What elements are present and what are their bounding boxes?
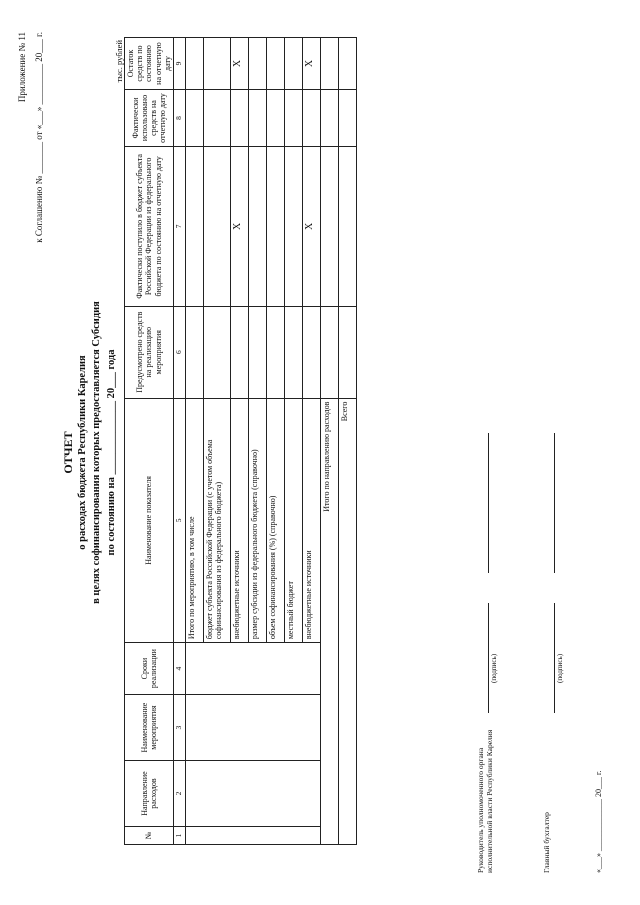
cell-value — [203, 306, 230, 398]
col-header-direction: Направление расходов — [125, 761, 174, 827]
column-number: 4 — [173, 643, 185, 695]
cell-direction — [185, 761, 320, 827]
name-line — [476, 433, 489, 573]
cell-value — [338, 90, 356, 147]
signature-caption: (подпись) — [490, 653, 498, 683]
head-signature-label: Руководитель уполномоченного органа исполнительной власти Республики Карелия — [476, 729, 495, 873]
accountant-signature — [542, 173, 586, 873]
column-number: 8 — [173, 90, 185, 147]
signature-block — [476, 173, 603, 873]
title-line-2: о расходах бюджета Республики Карелия — [77, 355, 89, 550]
indicator-local-budget: местный бюджет — [284, 398, 302, 643]
cell-value — [320, 38, 338, 90]
cell-value — [284, 90, 302, 147]
col-header-used: Фактически использовано средств на отчетную дату — [125, 90, 174, 147]
cell-value — [230, 90, 248, 147]
total-all-row — [338, 38, 356, 845]
cell-activity — [185, 695, 320, 761]
cell-value — [185, 306, 203, 398]
signature-line — [542, 603, 555, 713]
column-number: 2 — [173, 761, 185, 827]
column-numbers-row — [173, 38, 185, 845]
cell-terms — [185, 643, 320, 695]
cell-value — [266, 38, 284, 90]
cell-value — [185, 90, 203, 147]
cell-value — [284, 306, 302, 398]
col-header-planned: Предусмотрено средств на реализацию мероприятия — [125, 306, 174, 398]
indicator-federal-subsidy: размер субсидии из федерального бюджета (справочно) — [248, 398, 266, 643]
cell-value — [302, 306, 320, 398]
indicator-offbudget: внебюджетные источники — [230, 398, 248, 643]
report-table — [124, 37, 357, 845]
cell-number — [185, 827, 320, 845]
signature-caption: (подпись) — [556, 653, 564, 683]
cell-value — [320, 90, 338, 147]
cell-value — [284, 38, 302, 90]
accountant-signature-label: Главный бухгалтер — [542, 812, 551, 873]
appendix-number: Приложение № 11 — [17, 32, 27, 103]
report-title — [60, 0, 119, 905]
column-number: 5 — [173, 398, 185, 643]
column-number: 6 — [173, 306, 185, 398]
cell-value — [266, 147, 284, 307]
cell-value — [302, 90, 320, 147]
indicator-regional-budget: бюджет субъекта Российской Федерации (с учетом объема софинансирования из федерального бюджета) — [203, 398, 230, 643]
signature-line — [476, 603, 489, 713]
agreement-reference: к Соглашению № _______ от «___» _________ 20___ г. — [34, 32, 45, 243]
cell-value — [338, 147, 356, 307]
column-number: 9 — [173, 38, 185, 90]
cell-value — [338, 38, 356, 90]
cell-value — [284, 147, 302, 307]
total-direction-row — [320, 38, 338, 845]
header-row — [125, 38, 174, 845]
col-header-activity: Наименование мероприятия — [125, 695, 174, 761]
col-header-indicator: Наименование показателя — [125, 398, 174, 643]
column-number: 3 — [173, 695, 185, 761]
cell-value — [248, 90, 266, 147]
col-header-balance: Остаток средств по состоянию на отчетную дату — [125, 38, 174, 90]
cell-value — [338, 306, 356, 398]
report-date: «___» _____________ 20___ г. — [594, 770, 603, 873]
cell-value — [248, 147, 266, 307]
cell-value — [266, 306, 284, 398]
cell-value — [203, 90, 230, 147]
cross-mark: Х — [230, 38, 248, 90]
cell-value — [266, 90, 284, 147]
cell-value — [203, 38, 230, 90]
cell-value — [248, 38, 266, 90]
col-header-received: Фактически поступило в бюджет субъекта Российской Федерации из федерального бюджета по состоянию на отчетную дату — [125, 147, 174, 307]
col-header-terms: Сроки реализации — [125, 643, 174, 695]
title-line-3: в целях софинансирования которых предоставляется Субсидия — [91, 301, 103, 604]
cell-value — [185, 147, 203, 307]
cross-mark: Х — [302, 147, 320, 307]
cell-value — [248, 306, 266, 398]
column-number: 7 — [173, 147, 185, 307]
units-label: тыс. рублей — [114, 40, 124, 83]
total-direction-label: Итого по направлению расходов — [320, 398, 338, 844]
indicator-offbudget-2: внебюджетные источники — [302, 398, 320, 643]
cross-mark: Х — [230, 147, 248, 307]
indicator-total: Итого по мероприятию, в том числе — [185, 398, 203, 643]
column-number: 1 — [173, 827, 185, 845]
table-row — [185, 38, 203, 845]
cell-value — [185, 38, 203, 90]
cell-value — [230, 306, 248, 398]
indicator-cofinancing: объем софинансирования (%) (справочно) — [266, 398, 284, 643]
cell-value — [320, 306, 338, 398]
total-all-label: Всего — [338, 398, 356, 844]
head-signature — [476, 173, 520, 873]
name-line — [542, 433, 555, 573]
col-header-number: № — [125, 827, 174, 845]
appendix-header — [14, 32, 48, 243]
cell-value — [320, 147, 338, 307]
cross-mark: Х — [302, 38, 320, 90]
cell-value — [203, 147, 230, 307]
title-line-4: по состоянию на ______________ 20___ года — [105, 349, 117, 556]
title-line-1: ОТЧЕТ — [61, 431, 75, 474]
